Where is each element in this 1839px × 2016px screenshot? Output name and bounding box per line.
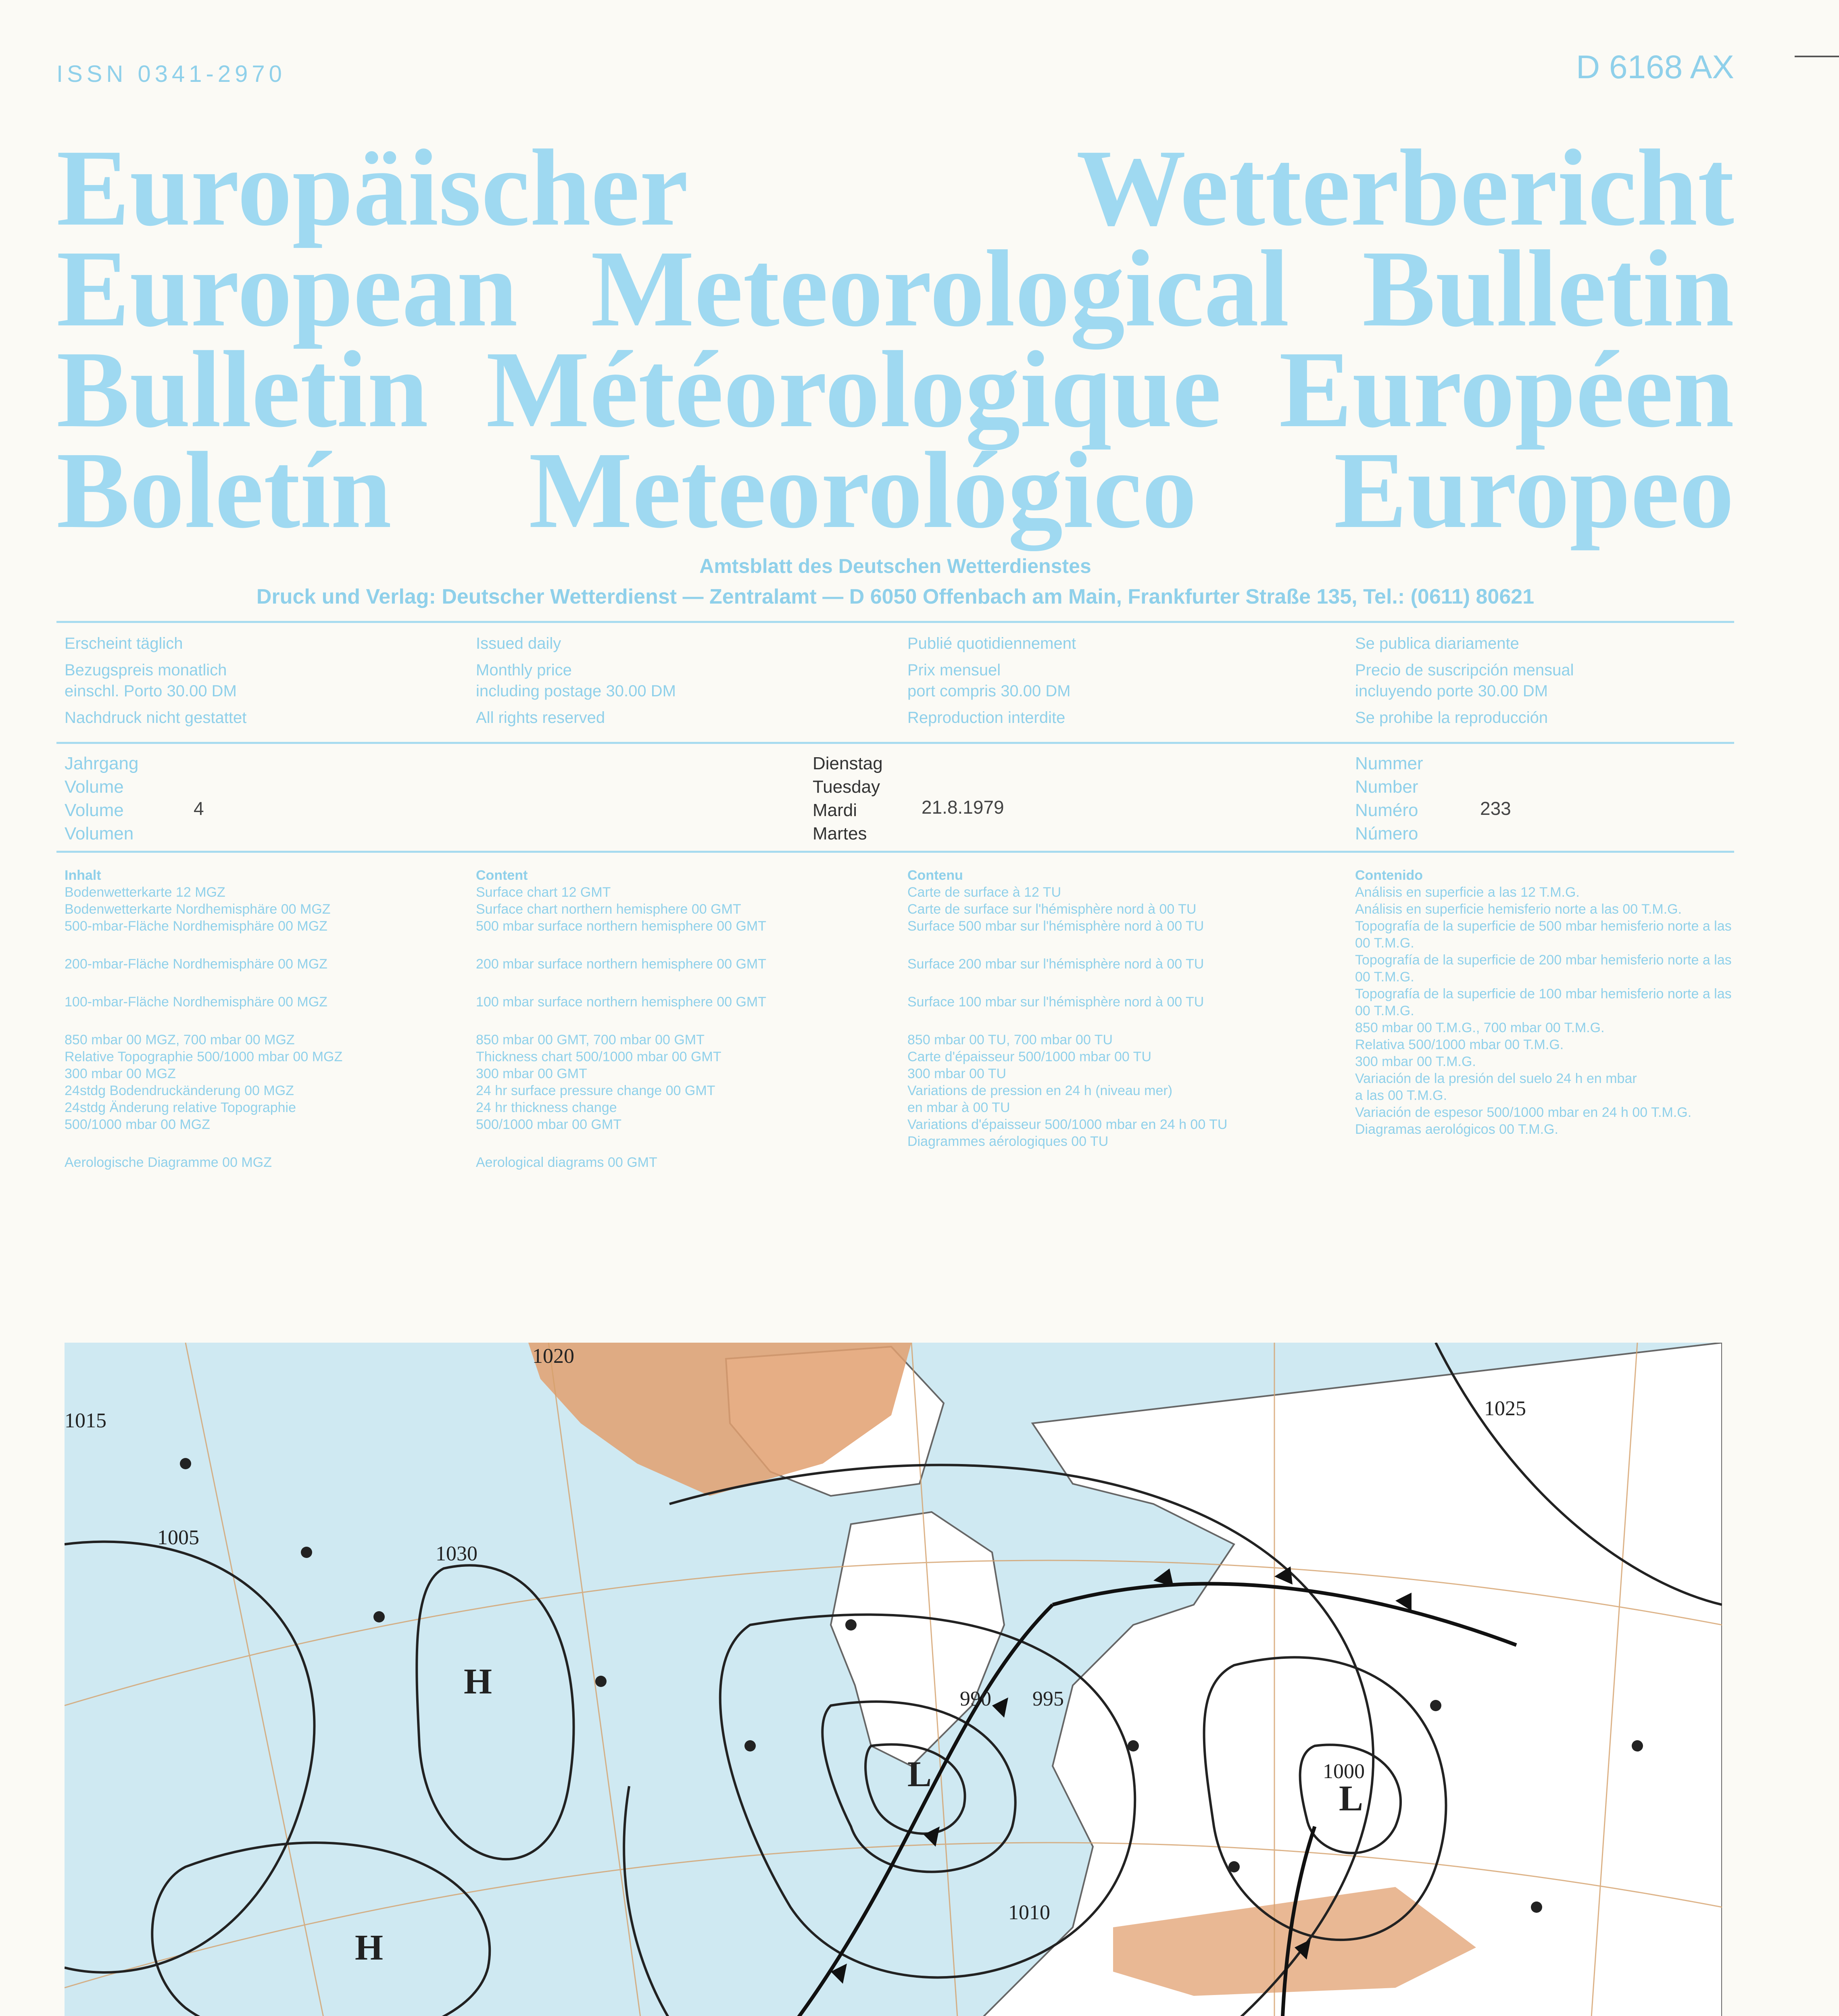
contents-item: Diagramas aerológicos 00 T.M.G. (1355, 1122, 1558, 1137)
info-price-label: incluyendo porte (1355, 682, 1474, 700)
contents-item: Aerologische Diagramme 00 MGZ (65, 1155, 272, 1170)
contents-item: 300 mbar 00 GMT (476, 1066, 587, 1081)
title-word: Météorologique (486, 329, 1222, 450)
number-label: Number (1355, 777, 1418, 797)
isobar-label: 1025 (1484, 1397, 1526, 1420)
postal-code: D 6168 AX (1576, 49, 1734, 85)
contents-item: Análisis en superficie a las 12 T.M.G. (1355, 885, 1580, 900)
title-spanish (56, 429, 1734, 551)
contents-item: Diagrammes aérologiques 00 TU (907, 1134, 1109, 1149)
contents-column-de (65, 867, 452, 1171)
info-price-label: Prix mensuel (907, 661, 1001, 679)
title-word: Europeo (1334, 429, 1734, 551)
contents-column-fr (907, 867, 1331, 1150)
contents-item: 500/1000 mbar 00 MGZ (65, 1117, 210, 1132)
contents-item: Aerological diagrams 00 GMT (476, 1155, 657, 1170)
title-german (56, 127, 1734, 248)
volume-labels (65, 752, 138, 846)
contents-item: Análisis en superficie hemisferio norte a las 00 T.M.G. (1355, 902, 1682, 917)
contents-heading: Contenido (1355, 868, 1423, 883)
official-gazette-line: Amtsblatt des Deutschen Wetterdienstes (699, 555, 1091, 577)
contents-item: Relative Topographie 500/1000 mbar 00 MGZ (65, 1049, 343, 1064)
contents-item: 300 mbar 00 TU (907, 1066, 1007, 1081)
isobar-label: 1010 (1008, 1901, 1050, 1924)
title-french (56, 329, 1734, 450)
contents-item: 850 mbar 00 T.M.G., 700 mbar 00 T.M.G. (1355, 1020, 1605, 1035)
info-rights: Nachdruck nicht gestattet (65, 709, 247, 727)
edge-mark (1795, 56, 1839, 57)
pressure-center-high: H (355, 1928, 384, 1968)
contents-item: 300 mbar 00 T.M.G. (1355, 1054, 1476, 1069)
pressure-center-low: L (907, 1754, 932, 1794)
contents-heading: Content (476, 868, 528, 883)
divider (56, 742, 1734, 744)
info-price: 30.00 DM (606, 682, 676, 700)
issn-number: ISSN 0341-2970 (56, 61, 286, 87)
info-rights: All rights reserved (476, 709, 605, 727)
day-label: Martes (813, 824, 867, 843)
contents-item: Thickness chart 500/1000 mbar 00 GMT (476, 1049, 721, 1064)
info-price: 30.00 DM (1001, 682, 1071, 700)
title-word: Meteorological (590, 228, 1289, 349)
isobar-label: 995 (1032, 1687, 1064, 1710)
title-word: Bulletin (56, 329, 428, 450)
info-daily: Publié quotidiennement (907, 635, 1076, 652)
contents-item: 200 mbar surface northern hemisphere 00 GMT (476, 956, 767, 972)
title-word: Bulletin (1362, 228, 1734, 349)
day-label: Dienstag (813, 754, 883, 773)
contents-item: 200-mbar-Fläche Nordhemisphäre 00 MGZ (65, 956, 327, 972)
contents-item: Bodenwetterkarte 12 MGZ (65, 885, 225, 900)
number-labels (1355, 752, 1423, 846)
map-svg (65, 1343, 1722, 2016)
contents-item: Surface chart northern hemisphere 00 GMT (476, 902, 741, 917)
contents-item: a las 00 T.M.G. (1355, 1088, 1447, 1103)
contents-item: 24stdg Änderung relative Topographie (65, 1100, 296, 1115)
info-rights: Se prohibe la reproducción (1355, 709, 1548, 727)
divider (56, 621, 1734, 623)
number-label: Nummer (1355, 754, 1423, 773)
volume-label: Volume (65, 777, 124, 797)
info-price-label: including postage (476, 682, 602, 700)
contents-item: 24stdg Bodendruckänderung 00 MGZ (65, 1083, 294, 1098)
number-label: Numéro (1355, 800, 1418, 820)
day-label: Mardi (813, 800, 857, 820)
isobar-label: 1005 (157, 1526, 199, 1549)
contents-item: Topografía de la superficie de 100 mbar hemisferio norte a las 00 T.M.G. (1355, 986, 1732, 1018)
contents-heading: Inhalt (65, 868, 101, 883)
title-word: Europäischer (56, 127, 688, 248)
contents-column-en (476, 867, 879, 1171)
contents-item: Surface chart 12 GMT (476, 885, 611, 900)
title-word: Boletín (56, 429, 392, 551)
surface-chart-map (65, 1343, 1722, 2016)
contents-item: Carte de surface à 12 TU (907, 885, 1061, 900)
title-word: Européen (1279, 329, 1734, 450)
info-daily: Erscheint täglich (65, 635, 183, 652)
contents-item: 100 mbar surface northern hemisphere 00 GMT (476, 994, 767, 1010)
contents-column-es (1355, 867, 1734, 1138)
info-column-es (1355, 633, 1574, 728)
isobar-label: 1015 (65, 1409, 106, 1432)
info-rights: Reproduction interdite (907, 709, 1065, 727)
contents-item: 100-mbar-Fläche Nordhemisphäre 00 MGZ (65, 994, 327, 1010)
isobar-label: 1020 (532, 1345, 574, 1368)
contents-item: 850 mbar 00 MGZ, 700 mbar 00 MGZ (65, 1032, 295, 1048)
volume-label: Jahrgang (65, 754, 139, 773)
info-daily: Se publica diariamente (1355, 635, 1519, 652)
publisher-line: Druck und Verlag: Deutscher Wetterdienst — Zentralamt — D 6050 Offenbach am Main, Frankfurter Straße 135, Tel.: (0611) 80621 (256, 585, 1535, 608)
info-price: 30.00 DM (167, 682, 237, 700)
contents-item: Bodenwetterkarte Nordhemisphäre 00 MGZ (65, 902, 331, 917)
contents-item: 500-mbar-Fläche Nordhemisphäre 00 MGZ (65, 918, 327, 934)
contents-item: 24 hr surface pressure change 00 GMT (476, 1083, 715, 1098)
isobar-label: 1030 (436, 1542, 477, 1565)
contents-item: 850 mbar 00 TU, 700 mbar 00 TU (907, 1032, 1113, 1048)
info-price-label: Bezugspreis monatlich (65, 661, 227, 679)
contents-item: 850 mbar 00 GMT, 700 mbar 00 GMT (476, 1032, 705, 1048)
contents-heading: Contenu (907, 868, 963, 883)
contents-item: 500/1000 mbar 00 GMT (476, 1117, 621, 1132)
info-column-en (476, 633, 676, 728)
info-price: 30.00 DM (1478, 682, 1548, 700)
info-price-label: Monthly price (476, 661, 572, 679)
issue-date: 21.8.1979 (922, 797, 1004, 818)
volume-label: Volume (65, 800, 124, 820)
issue-number: 233 (1480, 798, 1511, 819)
contents-item: Surface 500 mbar sur l'hémisphère nord à 00 TU (907, 918, 1204, 934)
title-english (56, 228, 1734, 349)
title-word: Meteorológico (529, 429, 1197, 551)
day-label: Tuesday (813, 777, 880, 797)
contents-item: Variación de espesor 500/1000 mbar en 24 h 00 T.M.G. (1355, 1105, 1692, 1120)
contents-item: Surface 200 mbar sur l'hémisphère nord à 00 TU (907, 956, 1204, 972)
info-daily: Issued daily (476, 635, 561, 652)
contents-item: 24 hr thickness change (476, 1100, 617, 1115)
title-word: European (56, 228, 518, 349)
title-word: Wetterbericht (1076, 127, 1734, 248)
day-labels (813, 752, 883, 846)
contents-item: 300 mbar 00 MGZ (65, 1066, 176, 1081)
contents-item: Carte d'épaisseur 500/1000 mbar 00 TU (907, 1049, 1151, 1064)
contents-item: Variación de la presión del suelo 24 h en mbar (1355, 1071, 1637, 1086)
isobar-label: 990 (960, 1687, 991, 1710)
info-price-label: Precio de suscripción mensual (1355, 661, 1574, 679)
contents-item: Carte de surface sur l'hémisphère nord à 00 TU (907, 902, 1197, 917)
contents-item: Relativa 500/1000 mbar 00 T.M.G. (1355, 1037, 1564, 1052)
contents-item: Variations d'épaisseur 500/1000 mbar en 24 h 00 TU (907, 1117, 1228, 1132)
contents-item: Surface 100 mbar sur l'hémisphère nord à 00 TU (907, 994, 1204, 1010)
pressure-center-high: H (464, 1662, 492, 1702)
contents-item: Topografía de la superficie de 500 mbar hemisferio norte a las 00 T.M.G. (1355, 918, 1732, 951)
volume-label: Volumen (65, 824, 134, 843)
contents-item: Variations de pression en 24 h (niveau mer) (907, 1083, 1173, 1098)
volume-value: 4 (194, 798, 204, 819)
divider (56, 851, 1734, 853)
info-price-label: port compris (907, 682, 997, 700)
pressure-center-low: L (1339, 1779, 1364, 1818)
contents-item: Topografía de la superficie de 200 mbar hemisferio norte a las 00 T.M.G. (1355, 952, 1732, 985)
contents-item: 500 mbar surface northern hemisphere 00 GMT (476, 918, 767, 934)
info-column-de (65, 633, 246, 728)
isobar-label: 1000 (1323, 1760, 1365, 1783)
contents-item: en mbar à 00 TU (907, 1100, 1010, 1115)
number-label: Número (1355, 824, 1418, 843)
info-column-fr (907, 633, 1076, 728)
info-price-label: einschl. Porto (65, 682, 163, 700)
